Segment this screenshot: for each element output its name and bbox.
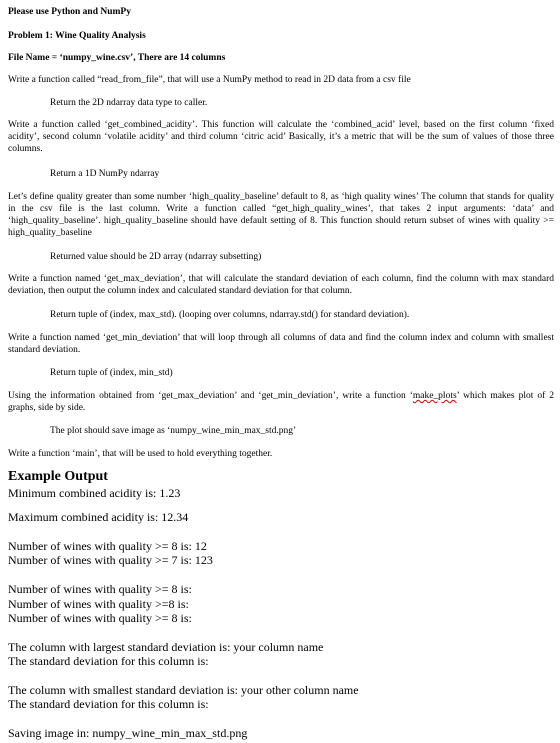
example-line: Number of wines with quality >= 8 is: [8, 611, 192, 625]
task-make-plots-return: The plot should save image as ‘numpy_wine_min_max_std.png’ [50, 426, 297, 436]
file-name-columns: There are 14 columns [137, 53, 226, 63]
problem-title: Problem 1: Wine Quality Analysis [8, 31, 146, 41]
example-output-title: Example Output [8, 469, 108, 484]
example-line: The column with largest standard deviation is: your column name [8, 640, 324, 654]
example-line: Number of wines with quality >= 8 is: 12 [8, 539, 207, 553]
example-line: The standard deviation for this column is: [8, 654, 209, 668]
file-name-prefix: File Name = ‘numpy_wine.csv’, [8, 53, 138, 63]
task-make-plots [8, 390, 554, 414]
example-line: Number of wines with quality >= 8 is: [8, 582, 192, 596]
example-line: Number of wines with quality >= 7 is: 123 [8, 553, 213, 567]
intro-line: Please use Python and NumPy [8, 7, 131, 17]
task-main: Write a function ‘main’, that will be used to hold everything together. [8, 449, 273, 459]
example-line: Minimum combined acidity is: 1.23 [8, 486, 181, 500]
make-plots-text-after: ’ which makes plot of 2 graphs, side by side. [8, 391, 555, 413]
example-line: The standard deviation for this column is: [8, 697, 209, 711]
task-read-file-return: Return the 2D ndarray data type to caller. [50, 98, 208, 108]
file-name-line [8, 52, 225, 64]
task-min-deviation-return: Return tuple of (index, min_std) [50, 368, 173, 378]
task-read-file: Write a function called “read_from_file”, that will use a NumPy method to read in 2D data from a csv file [8, 75, 411, 85]
task-high-quality-return: Returned value should be 2D array (ndarray subsetting) [50, 252, 262, 262]
make-plots-function-name: make_plots [412, 391, 457, 401]
example-line: Saving image in: numpy_wine_min_max_std.png [8, 726, 248, 740]
task-combined-acidity: Write a function called ‘get_combined_acidity’. This function will calculate the ‘combined_acid’ level, based on the first column ‘fixed acidity’, second column ‘volatile acidity’ and third column ‘citric acid’ Basically, it’s a metric that will be the sum of values of those three columns. [8, 120, 554, 154]
example-line: Number of wines with quality >=8 is: [8, 597, 189, 611]
example-line: Maximum combined acidity is: 12.34 [8, 510, 189, 524]
example-line: The column with smallest standard deviation is: your other column name [8, 683, 359, 697]
make-plots-text-before: Using the information obtained from ‘get_max_deviation’ and ‘get_min_deviation’, write a function ‘ [8, 391, 413, 401]
task-min-deviation: Write a function named ‘get_min_deviation’ that will loop through all columns of data and find the column index and column with smallest standard deviation. [8, 333, 554, 355]
task-high-quality: Let’s define quality greater than some number ‘high_quality_baseline’ default to 8, as ‘high quality wines’ The column that stands for quality in the csv file is the last column. Write a function called “get_high_quality_wines’, that takes 2 input arguments: ‘data’ and ‘high_quality_baseline’. high_quality_baseline should have default setting of 8. This function should return subset of wines with quality >= high_quality_baseline [8, 192, 554, 238]
task-max-deviation-return: Return tuple of (index, max_std). (looping over columns, ndarray.std() for standard deviation). [50, 310, 410, 320]
task-max-deviation: Write a function named ‘get_max_deviation’, that will calculate the standard deviation of each column, find the column with max standard deviation, then output the column index and calculated standard deviation for that column. [8, 274, 554, 296]
task-combined-acidity-return: Return a 1D NumPy ndarray [50, 169, 160, 179]
